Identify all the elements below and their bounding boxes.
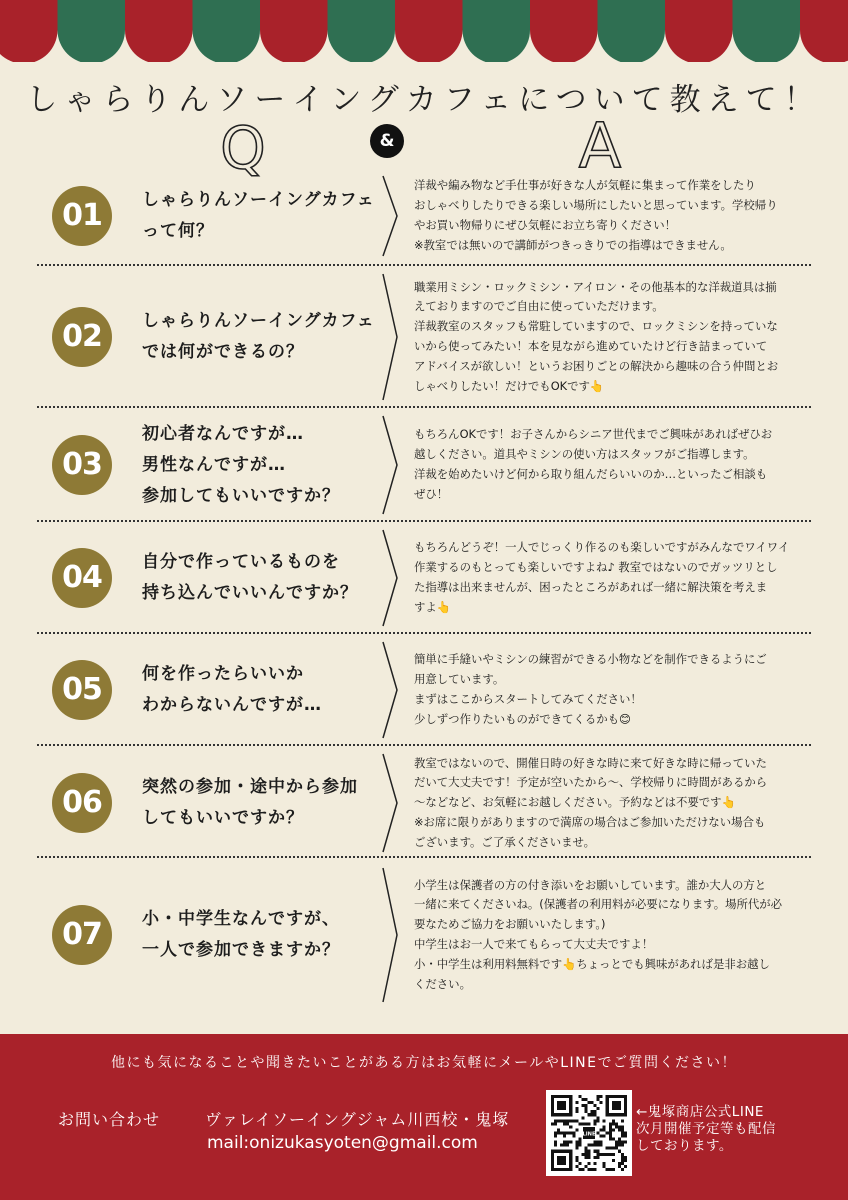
question-line: わからないんですが…: [142, 695, 322, 715]
answer-line: アドバイスが欲しい！というお困りごとの解決から趣味の合う仲間とお: [414, 358, 779, 373]
page-title: しゃらりんソーイングカフェについて教えて！: [26, 82, 822, 118]
question-line: 何を作ったらいいか: [142, 664, 304, 684]
question-line: って何？: [142, 221, 214, 241]
awning-scallop: [328, 0, 396, 62]
chevron-right-icon: [379, 414, 401, 516]
line-info-line: 次月開催予定等も配信: [636, 1121, 776, 1137]
answer-line: 教室ではないので、開催日時の好きな時に来て好きな時に帰っていた: [414, 755, 767, 770]
answer-line: 作業するのもとっても楽しいですよね♪ 教室ではないのでガッツリとし: [414, 560, 778, 575]
question-number-badge: 07: [52, 905, 112, 965]
faq-item: [0, 524, 848, 632]
answer-line: 越しください。道具やミシンの使い方はスタッフがご指導します。: [414, 447, 755, 462]
ampersand-badge: &: [370, 124, 404, 158]
question-number-badge: 06: [52, 773, 112, 833]
awning-scallop: [598, 0, 666, 62]
answer-line: 職業用ミシン・ロックミシン・アイロン・その他基本的な洋裁道具は揃: [414, 279, 777, 294]
answer-text: [414, 538, 814, 617]
answer-line: やお買い物帰りにぜひ気軽にお立ち寄りください！: [414, 217, 676, 232]
answer-line: 少しずつ作りたいものができてくるかも😊: [414, 711, 631, 726]
chevron-right-icon: [379, 272, 401, 402]
q-letter: Q: [220, 114, 266, 182]
chevron-right-icon: [379, 174, 401, 258]
answer-line: 小学生は保護者の方の付き添いをお願いしています。誰か大人の方と: [414, 877, 767, 892]
svg-text:LINE: LINE: [582, 1131, 596, 1138]
question-number-badge: 05: [52, 660, 112, 720]
line-info-line: しております。: [636, 1138, 733, 1154]
awning-scallop: [665, 0, 733, 62]
question-line: 参加してもいいですか？: [142, 485, 340, 506]
question-text: [142, 547, 382, 609]
chevron-right-icon: [379, 752, 401, 854]
answer-text: [414, 176, 814, 255]
faq-item: [0, 268, 848, 406]
line-info: [636, 1104, 836, 1155]
answer-line: もちろんOKです！お子さんからシニア世代までご興味があればぜひお: [414, 427, 773, 442]
answer-text: [414, 754, 814, 853]
qr-code-icon: [551, 1095, 627, 1171]
answer-line: ※お席に限りがありますので満席の場合はご参加いただけない場合も: [414, 814, 766, 829]
awning-scallop: [395, 0, 463, 62]
answer-line: もちろんどうぞ！一人でじっくり作るのも楽しいですがみんなでワイワイ: [414, 540, 790, 555]
question-line: 初心者なんですが…: [142, 423, 304, 444]
answer-line: おしゃべりしたりできる楽しい場所にしたいと思っています。学校帰り: [414, 198, 778, 213]
answer-line: だいて大丈夫です！予定が空いたから〜、学校帰りに時間があるから: [414, 775, 768, 790]
a-letter: A: [578, 109, 622, 182]
question-text: [142, 772, 382, 834]
answer-line: 〜などなど、お気軽にお越しください。予約などは不要です👆: [414, 795, 736, 810]
answer-line: 小・中学生は利用料無料です👆ちょっとでも興味があれば是非お越し: [414, 956, 770, 971]
answer-line: ぜひ！: [414, 486, 449, 501]
contact-label: お問い合わせ: [58, 1110, 161, 1129]
answer-line: 要なためご協力をお願いいたします。): [414, 917, 606, 932]
contact-footer: [0, 1034, 848, 1200]
answer-line: ※教室では無いので講師がつきっきりでの指導はできません。: [414, 237, 732, 252]
answer-line: た指導は出来ませんが、困ったところがあれば一緒に解決策を考えま: [414, 579, 768, 594]
awning-scallop: [0, 0, 58, 62]
answer-line: ございます。ご了承くださいませ。: [414, 834, 595, 849]
answer-line: しゃべりしたい！だけでもOKです👆: [414, 378, 605, 393]
answer-line: 洋裁を始めたいけど何から取り組んだらいいのか…といったご相談も: [414, 466, 768, 481]
awning-scallop: [463, 0, 531, 62]
awning-scallop: [260, 0, 328, 62]
answer-line: ください。: [414, 976, 471, 991]
question-number-badge: 01: [52, 186, 112, 246]
dotted-divider: [37, 744, 811, 746]
question-line: 自分で作っているものを: [142, 552, 340, 572]
dotted-divider: [37, 520, 811, 522]
striped-awning: [0, 0, 848, 62]
question-number-badge: 03: [52, 435, 112, 495]
awning-scallop: [58, 0, 126, 62]
question-line: 突然の参加・途中から参加: [142, 777, 358, 797]
answer-line: 洋裁や編み物など手仕事が好きな人が気軽に集まって作業をしたり: [414, 178, 756, 193]
question-text: [142, 419, 382, 512]
chevron-right-icon: [379, 528, 401, 628]
question-line: 持ち込んでいいんですか？: [142, 583, 358, 603]
question-number-badge: 04: [52, 548, 112, 608]
answer-text: [414, 876, 814, 995]
question-line: しゃらりんソーイングカフェ: [142, 311, 375, 331]
question-text: [142, 659, 382, 721]
line-info-line: ←鬼塚商店公式LINE: [636, 1104, 764, 1120]
faq-item: [0, 410, 848, 520]
question-line: 男性なんですが…: [142, 454, 286, 475]
footer-note: 他にも気になることや聞きたいことがある方はお気軽にメールやLINEでご質問ください！: [111, 1055, 737, 1071]
question-line: しゃらりんソーイングカフェ: [142, 190, 375, 210]
question-line: してもいいですか？: [142, 808, 304, 828]
line-qr-code[interactable]: [546, 1090, 632, 1176]
chevron-right-icon: [379, 640, 401, 740]
faq-item: [0, 748, 848, 858]
faq-item: [0, 862, 848, 1008]
dotted-divider: [37, 632, 811, 634]
question-number-badge: 02: [52, 307, 112, 367]
awning-scallop: [530, 0, 598, 62]
faq-item: [0, 170, 848, 262]
awning-scallop: [125, 0, 193, 62]
question-text: [142, 306, 382, 368]
awning-scallop: [193, 0, 261, 62]
answer-text: [414, 278, 814, 397]
dotted-divider: [37, 406, 811, 408]
answer-line: まずはここからスタートしてみてください！: [414, 691, 642, 706]
question-line: では何ができるの？: [142, 342, 304, 362]
dotted-divider: [37, 856, 811, 858]
answer-line: 簡単に手縫いやミシンの練習ができる小物などを制作できるようにご: [414, 652, 767, 667]
dotted-divider: [37, 264, 811, 266]
question-line: 一人で参加できますか？: [142, 940, 340, 960]
answer-line: 洋裁教室のスタッフも常駐していますので、ロックミシンを持っていな: [414, 319, 778, 334]
contact-email[interactable]: mail:onizukasyoten@gmail.com: [207, 1133, 478, 1153]
answer-line: 一緒に来てくださいね。(保護者の利用料が必要になります。場所代が必: [414, 897, 783, 912]
question-line: 小・中学生なんですが、: [142, 909, 340, 929]
question-text: [142, 185, 382, 247]
answer-text: [414, 425, 814, 504]
answer-line: 中学生はお一人で来てもらって大丈夫ですよ！: [414, 936, 654, 951]
question-text: [142, 904, 382, 966]
answer-line: 用意しています。: [414, 672, 505, 687]
answer-text: [414, 650, 814, 729]
faq-item: [0, 636, 848, 744]
answer-line: すよ👆: [414, 599, 451, 614]
chevron-right-icon: [379, 866, 401, 1004]
contact-organization: ヴァレイソーイングジャム川西校・鬼塚: [205, 1110, 510, 1129]
awning-scallop: [733, 0, 801, 62]
answer-line: えておりますのでご自由に使っていただけます。: [414, 299, 664, 314]
answer-line: いから使ってみたい！本を見ながら進めていたけど行き詰まっていて: [414, 338, 768, 353]
awning-scallop: [800, 0, 848, 62]
